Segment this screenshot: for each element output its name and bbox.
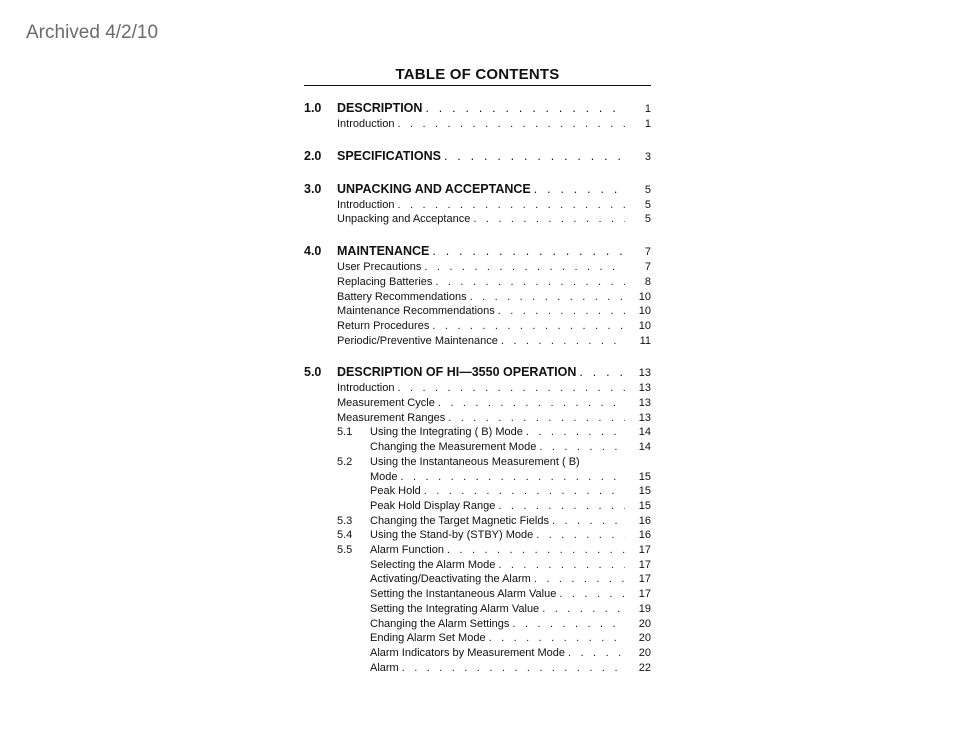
toc-sections	[304, 100, 651, 675]
toc-section	[304, 181, 651, 227]
toc-entry[interactable]	[304, 212, 651, 227]
dot-leader	[448, 411, 625, 426]
dot-leader	[542, 602, 625, 617]
dot-leader	[568, 646, 625, 661]
dot-leader	[470, 290, 625, 305]
dot-leader	[473, 212, 625, 227]
subsection-number: 5.5	[337, 544, 353, 557]
entry-label: Introduction	[337, 198, 395, 211]
toc-section	[304, 148, 651, 165]
dot-leader	[498, 558, 625, 573]
dot-leader	[526, 425, 625, 440]
toc-entry[interactable]	[304, 470, 651, 485]
dot-leader	[397, 198, 625, 213]
dot-leader	[539, 440, 625, 455]
toc-section-heading[interactable]	[304, 243, 651, 260]
dot-leader	[447, 543, 625, 558]
section-number: 3.0	[304, 181, 322, 196]
section-number: 4.0	[304, 244, 322, 259]
page-number: 14	[638, 426, 651, 439]
entry-label: Periodic/Preventive Maintenance	[337, 334, 498, 347]
archived-watermark: Archived 4/2/10	[26, 22, 159, 43]
dot-leader	[534, 181, 625, 197]
toc-entry[interactable]	[304, 528, 651, 543]
page-number: 10	[638, 319, 651, 332]
dot-leader	[559, 587, 625, 602]
dot-leader	[402, 661, 625, 676]
page-number: 22	[638, 661, 651, 674]
dot-leader	[435, 275, 625, 290]
subsection-number: 5.4	[337, 529, 353, 542]
dot-leader	[424, 260, 625, 275]
page-number: 5	[644, 213, 651, 226]
entry-label: Selecting the Alarm Mode	[370, 558, 496, 571]
dot-leader	[432, 243, 625, 259]
entry-label: Setting the Integrating Alarm Value	[370, 602, 540, 615]
dot-leader	[444, 148, 625, 164]
entry-label: Unpacking and Acceptance	[337, 213, 471, 226]
subsection-number: 5.3	[337, 514, 353, 527]
dot-leader	[424, 484, 625, 499]
page-number: 13	[638, 411, 651, 424]
entry-label: Battery Recommendations	[337, 290, 467, 303]
page-number: 1	[644, 118, 651, 130]
entry-label: Alarm Indicators by Measurement Mode	[370, 646, 566, 659]
page-number: 17	[638, 558, 651, 571]
entry-label: Alarm Function	[370, 544, 444, 557]
entry-label: Replacing Batteries	[337, 275, 433, 288]
page-number: 8	[644, 275, 651, 288]
toc-section-heading[interactable]	[304, 148, 651, 165]
toc-section	[304, 364, 651, 675]
page-number: 3	[644, 150, 651, 163]
toc-entry[interactable]	[304, 381, 651, 396]
dot-leader	[498, 304, 625, 319]
toc-entry[interactable]	[304, 396, 651, 411]
dot-leader	[536, 528, 625, 543]
entry-label: Measurement Ranges	[337, 411, 446, 424]
toc-entry[interactable]	[304, 499, 651, 514]
toc-entry[interactable]	[304, 319, 651, 334]
dot-leader	[432, 319, 625, 334]
page-number: 16	[638, 514, 651, 527]
section-number: 2.0	[304, 148, 322, 163]
dot-leader	[438, 396, 625, 411]
toc-section-heading[interactable]	[304, 181, 651, 198]
toc-entry[interactable]	[304, 440, 651, 455]
section-label: DESCRIPTION OF HI—3550 OPERATION	[337, 365, 577, 380]
toc-entry[interactable]	[304, 484, 651, 499]
entry-label: Return Procedures	[337, 319, 430, 332]
entry-label: Activating/Deactivating the Alarm	[370, 573, 531, 586]
page-number: 15	[638, 485, 651, 498]
toc-entry[interactable]	[304, 661, 651, 676]
toc-entry[interactable]	[304, 602, 651, 617]
section-number: 1.0	[304, 101, 322, 115]
page-number: 5	[644, 198, 651, 211]
toc-entry[interactable]	[304, 260, 651, 275]
page-number: 19	[638, 602, 651, 615]
toc-section	[304, 243, 651, 348]
toc-entry[interactable]	[304, 558, 651, 573]
entry-label: Changing the Target Magnetic Fields	[370, 514, 549, 527]
entry-label: Measurement Cycle	[337, 397, 435, 410]
toc-entry[interactable]	[304, 334, 651, 349]
entry-label: Introduction	[337, 382, 395, 395]
toc-entry[interactable]	[304, 514, 651, 529]
page-number: 15	[638, 499, 651, 512]
page-number: 15	[638, 470, 651, 483]
page-number: 10	[638, 305, 651, 318]
dot-leader	[489, 631, 625, 646]
page-number: 20	[638, 632, 651, 645]
page-number: 13	[638, 382, 651, 395]
page-number: 20	[638, 617, 651, 630]
entry-label: Using the Integrating ( B) Mode	[370, 426, 523, 439]
page-number: 14	[638, 441, 651, 454]
page-number: 7	[644, 261, 651, 274]
entry-label: Ending Alarm Set Mode	[370, 632, 486, 645]
entry-label: Maintenance Recommendations	[337, 305, 495, 318]
page-number: 20	[638, 646, 651, 659]
toc-entry[interactable]	[304, 411, 651, 426]
page-number: 17	[638, 588, 651, 601]
page-number: 17	[638, 573, 651, 586]
entry-label: Changing the Measurement Mode	[370, 441, 537, 454]
page-number: 7	[644, 246, 651, 259]
page-number: 13	[638, 397, 651, 410]
entry-label: Introduction	[337, 118, 395, 130]
subsection-number: 5.1	[337, 426, 353, 439]
toc-entry[interactable]	[304, 543, 651, 558]
section-label: SPECIFICATIONS	[337, 148, 441, 163]
page-number: 17	[638, 544, 651, 557]
entry-label: User Precautions	[337, 261, 422, 274]
toc-section-heading[interactable]	[304, 100, 651, 117]
dot-leader	[498, 499, 625, 514]
page-number: 1	[644, 103, 651, 115]
entry-label: Changing the Alarm Settings	[370, 617, 510, 630]
page-number: 16	[638, 529, 651, 542]
page-number: 5	[644, 183, 651, 196]
section-label: MAINTENANCE	[337, 244, 430, 259]
entry-label: Using the Stand-by (STBY) Mode	[370, 529, 534, 542]
toc-entry[interactable]	[304, 587, 651, 602]
dot-leader	[512, 617, 625, 632]
section-number: 5.0	[304, 365, 322, 380]
toc-entry[interactable]	[304, 117, 651, 132]
dot-leader	[579, 364, 625, 380]
dot-leader	[425, 100, 625, 116]
toc-entry[interactable]	[304, 572, 651, 587]
toc-section-heading[interactable]	[304, 364, 651, 381]
table-of-contents	[304, 66, 651, 691]
toc-entry[interactable]	[304, 290, 651, 305]
toc-title: TABLE OF CONTENTS	[304, 66, 651, 86]
entry-label: Setting the Instantaneous Alarm Value	[370, 588, 557, 601]
subsection-number: 5.2	[337, 455, 353, 468]
dot-leader	[501, 334, 625, 349]
dot-leader	[534, 572, 625, 587]
page-number: 11	[639, 334, 651, 347]
toc-entry[interactable]	[304, 425, 651, 440]
section-label: DESCRIPTION	[337, 101, 423, 115]
toc-entry[interactable]	[304, 617, 651, 632]
toc-entry[interactable]	[304, 275, 651, 290]
entry-label: Peak Hold Display Range	[370, 499, 496, 512]
dot-leader	[397, 117, 625, 132]
toc-entry[interactable]	[304, 631, 651, 646]
toc-entry[interactable]	[304, 455, 651, 470]
toc-entry[interactable]	[304, 304, 651, 319]
dot-leader	[401, 470, 625, 485]
entry-label: Alarm	[370, 661, 399, 674]
section-label: UNPACKING AND ACCEPTANCE	[337, 181, 531, 196]
page-number: 13	[638, 367, 651, 380]
dot-leader	[552, 514, 625, 529]
page-number: 10	[638, 290, 651, 303]
toc-section	[304, 100, 651, 132]
entry-label: Peak Hold	[370, 485, 421, 498]
dot-leader	[397, 381, 625, 396]
entry-label: Mode	[370, 470, 398, 483]
toc-entry[interactable]	[304, 646, 651, 661]
entry-label: Using the Instantaneous Measurement ( B)	[370, 455, 580, 468]
toc-entry[interactable]	[304, 198, 651, 213]
